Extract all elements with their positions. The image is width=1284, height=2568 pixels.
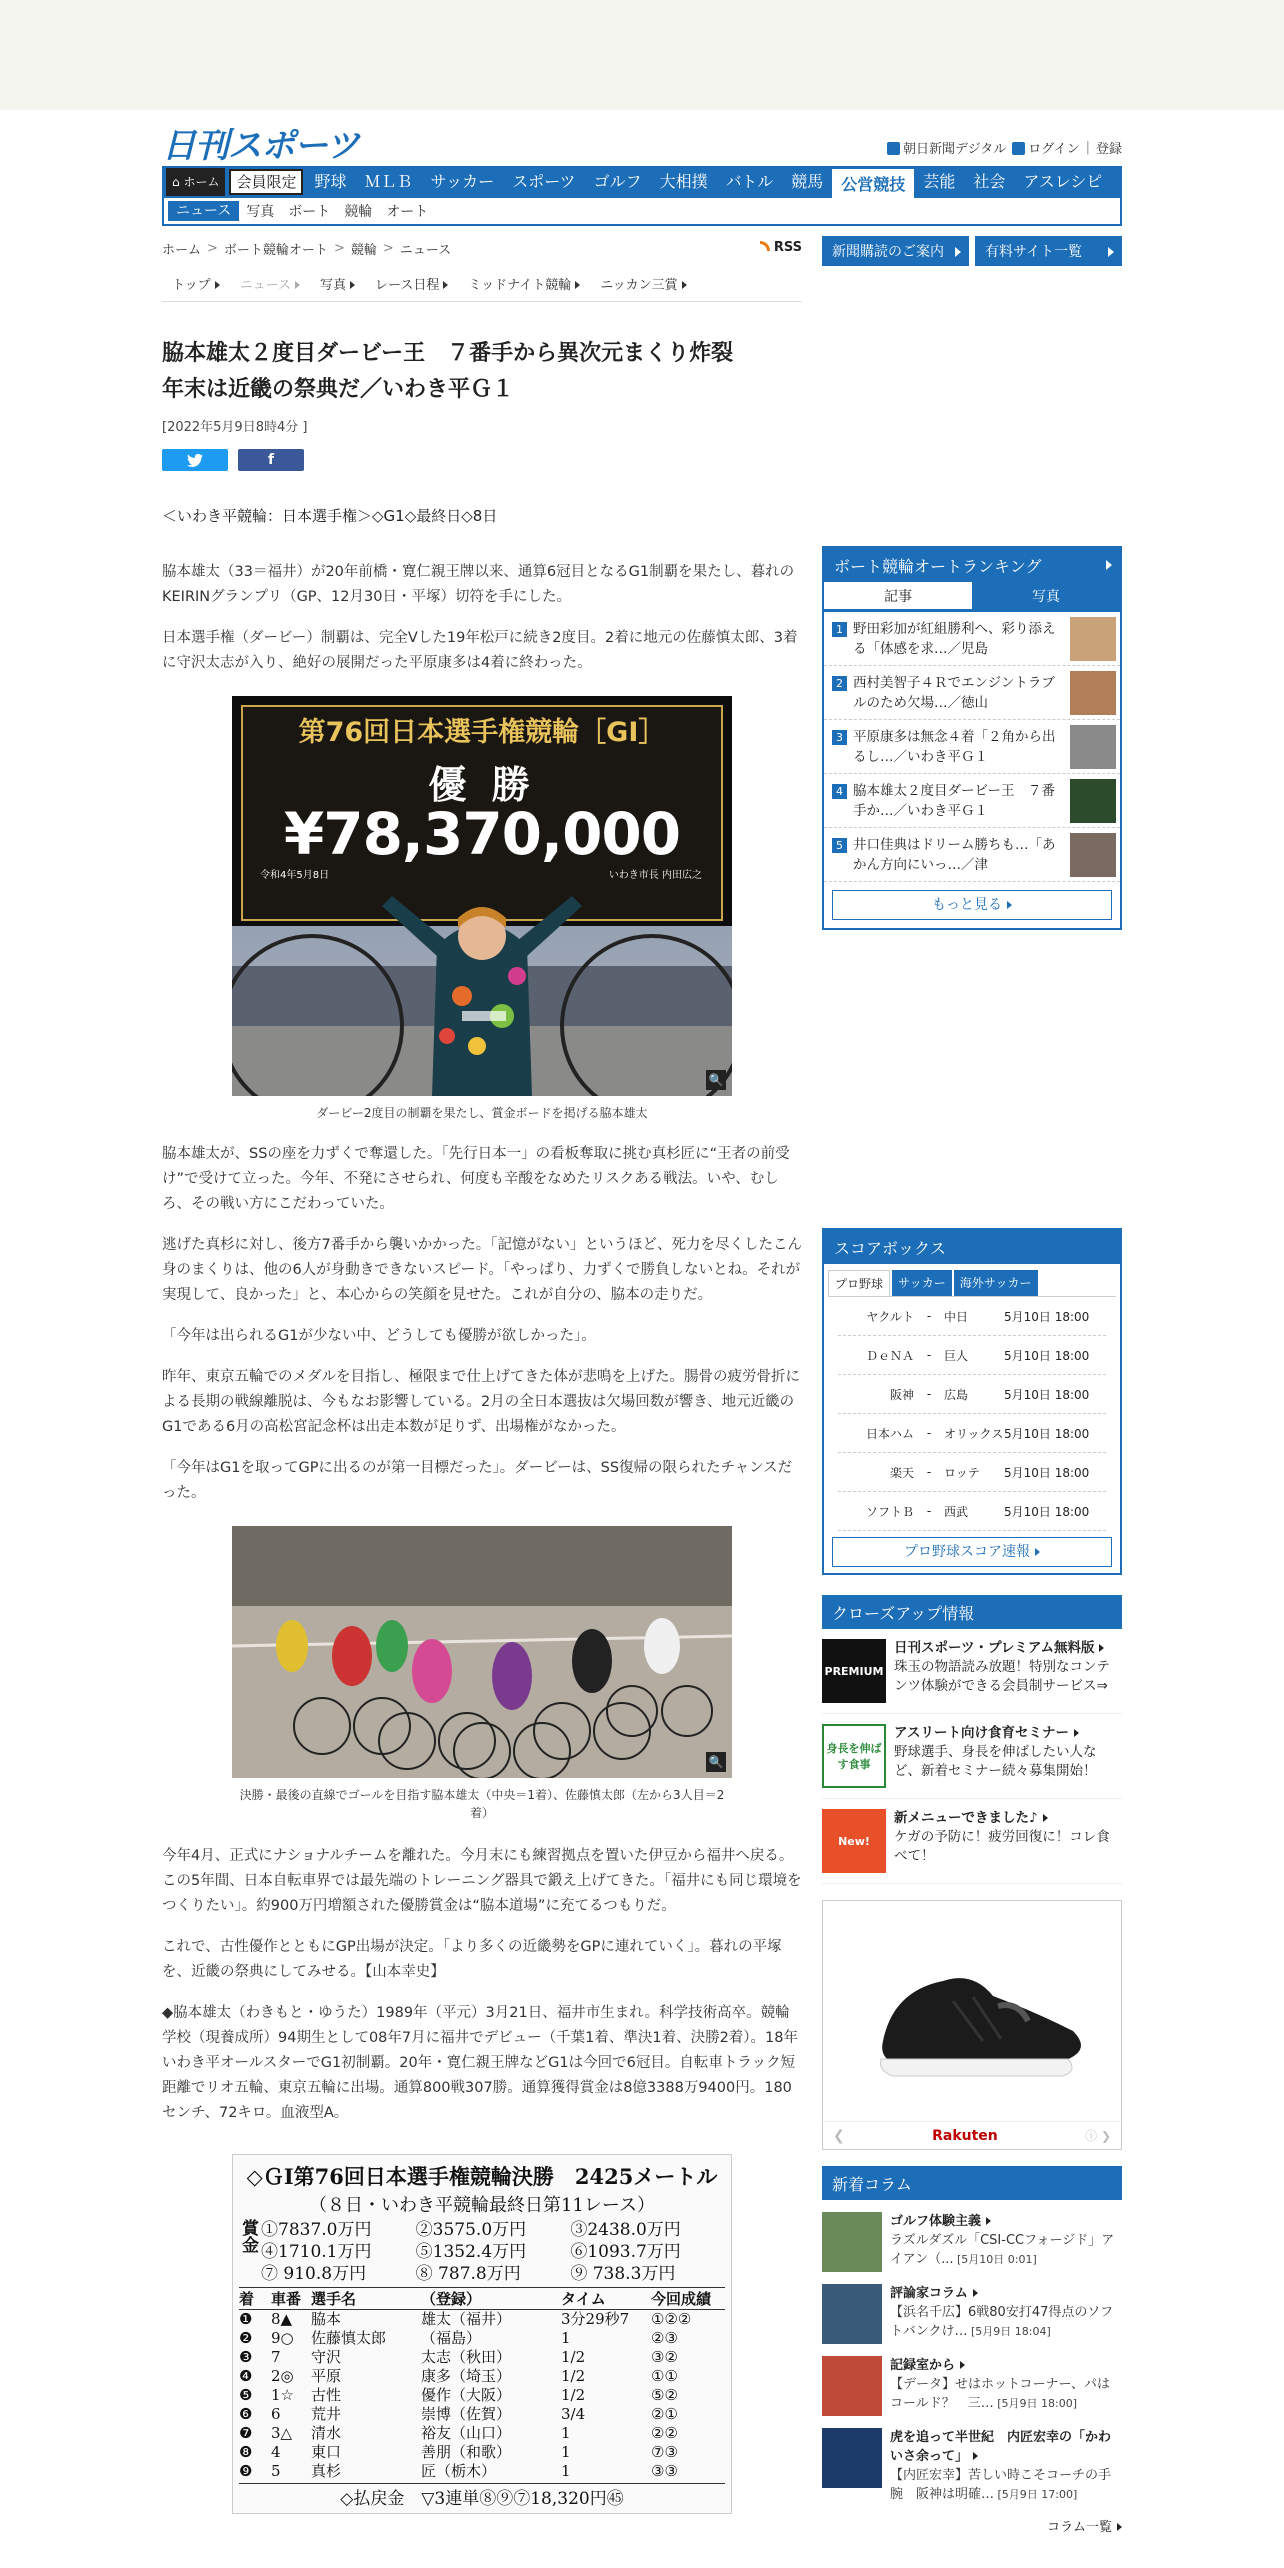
result-cell: 荒井 (311, 2405, 342, 2423)
nav-home[interactable]: ⌂ ホーム (166, 168, 225, 196)
result-cell: 古性 (311, 2386, 342, 2404)
column-thumbnail (822, 2284, 882, 2344)
ranking-more-button[interactable]: もっと見る (832, 890, 1112, 920)
asahi-link[interactable]: 朝日新聞デジタル (887, 138, 1006, 157)
result-cell: 康多（埼玉） (421, 2367, 512, 2385)
rank-number: 2 (832, 676, 847, 691)
nav-member[interactable]: 会員限定 (229, 169, 303, 195)
result-sub: （８日・いわき平競輪最終日第11レース） (308, 2195, 655, 2216)
home-team: ＤｅＮＡ (865, 1348, 914, 1363)
result-cell: 6 (271, 2405, 281, 2423)
result-row (239, 2310, 725, 2329)
result-cell: ⑤② (651, 2386, 678, 2404)
result-cell: 3/4 (561, 2405, 586, 2423)
result-cell: ❺ (239, 2386, 253, 2404)
board-title: 第76回日本選手権競輪［GI］ (298, 717, 666, 748)
paragraph-5: 「今年は出られるG1が少ない中、どうしても優勝が欲しかった」。 (162, 1328, 596, 1344)
column-text (890, 2212, 1122, 2269)
ranking-box (822, 546, 1122, 930)
payout: ◇払戻金 ▽3連単⑧⑨⑦18,320円㊺ (239, 2483, 725, 2509)
closeup-icon: 身長を伸ばす食事 (822, 1724, 886, 1788)
result-row (239, 2424, 725, 2443)
column-text (890, 2356, 1122, 2413)
ranking-item[interactable] (824, 612, 1120, 666)
home-team: 日本ハム (865, 1426, 914, 1441)
closeup-text (894, 1809, 1122, 1873)
home-team: ソフトＢ (865, 1504, 914, 1519)
score-dash: - (926, 1348, 932, 1362)
result-row (239, 2329, 725, 2348)
score-row[interactable] (838, 1375, 1106, 1414)
sub-nav (162, 198, 1122, 226)
result-cell: 優作（大阪） (421, 2386, 512, 2404)
score-row[interactable] (838, 1414, 1106, 1453)
home-team: 阪神 (889, 1387, 914, 1402)
closeup-desc: ケガの予防に！疲労回復に！コレ食べて！ (894, 1829, 1110, 1864)
away-team: オリックス (944, 1426, 1004, 1441)
paragraph-2: 日本選手権（ダービー）制覇は、完全Vした19年松戸に続き2度目。2着に地元の佐藤慎太郎、3着に守沢太志が入り、絶好の展開だった平原康多は4着に終わった。 (162, 630, 798, 671)
side-ad[interactable] (822, 1900, 1122, 2150)
column-thumbnail (822, 2356, 882, 2416)
figure-1-caption: ダービー2度目の制覇を果たし、賞金ボードを掲げる脇本雄太 (316, 1106, 648, 1120)
result-cell: 9○ (271, 2329, 294, 2347)
home-team: 楽天 (889, 1465, 914, 1480)
result-cell: 善朋（和歌） (421, 2443, 512, 2461)
result-cell: ⑦③ (651, 2443, 678, 2461)
score-row[interactable] (838, 1453, 1106, 1492)
rank-number: 1 (832, 622, 847, 637)
board-win: 優 勝 (428, 763, 536, 807)
closeup-heading: 新メニューできました♪ (894, 1809, 1122, 1828)
closeup-text (894, 1639, 1122, 1703)
result-cell: ❶ (239, 2310, 253, 2328)
column-thumbnail (822, 2212, 882, 2272)
result-cell: 1 (561, 2462, 571, 2480)
nav-battle[interactable]: バトル (725, 172, 774, 191)
arrow-icon (973, 2289, 978, 2297)
column-desc: 【内匠宏幸】苦しい時こそコーチの手腕 阪神は明確… (890, 2468, 1112, 2502)
ranking-item-text: 井口佳典はドリーム勝ちも…「あかん方向にいっ…／津 (853, 836, 1056, 873)
rank-number: 3 (832, 730, 847, 745)
ranking-item-text: 平原康多は無念４着「２角から出るし…／いわき平Ｇ１ (853, 728, 1056, 765)
subnav-photo[interactable]: 写真 (246, 204, 275, 220)
score-dash: - (926, 1309, 932, 1323)
column-heading: 評論家コラム (890, 2284, 1122, 2303)
result-cell: ❷ (239, 2329, 253, 2347)
ranking-tabs (824, 582, 1120, 612)
result-cell: 7 (271, 2348, 281, 2366)
tab-photo[interactable]: 写真 (320, 274, 355, 293)
breadcrumb: ホーム > ボート競輪オート > 競輪 > ニュース (162, 240, 452, 258)
result-cell: ②② (651, 2424, 678, 2442)
away-team: 広島 (944, 1387, 969, 1402)
result-cell: 1/2 (561, 2348, 586, 2366)
article-title: 脇本雄太２度目ダービー王 ７番手から異次元まくり炸裂 年末は近畿の祭典だ／いわき平Ｇ１ (162, 341, 734, 402)
result-cell: ❼ (239, 2424, 253, 2442)
nav-keiba[interactable]: 競馬 (791, 172, 824, 191)
prize: ⑨ 738.3万円 (570, 2264, 676, 2284)
arrow-icon (986, 2217, 991, 2225)
nav-geino[interactable]: 芸能 (923, 172, 956, 191)
board-money: ¥78,370,000 (283, 800, 681, 868)
column-heading: 虎を追って半世紀 内匠宏幸の「かわいさ余って」 (890, 2430, 1112, 2464)
score-dash: - (926, 1426, 932, 1440)
result-cell: ❻ (239, 2405, 253, 2423)
prize: ⑧ 787.8万円 (415, 2264, 521, 2284)
column-item[interactable] (822, 2350, 1122, 2422)
score-tab-npb[interactable]: プロ野球 (828, 1270, 890, 1296)
closeup-list (822, 1629, 1122, 1884)
paragraph-4: 逃げた真杉に対し、後方7番手から襲いかかった。「記憶がない」というほど、死力を尽くしたこん身のまくりは、他の6人が身動きできないスピード。「やっぱり、力ずくで勝負しないとね。それが実現して、良かった」と、本心からの笑顔を見せた。これが自分の、脇本の走りだ。 (162, 1237, 802, 1303)
subnav-news[interactable]: ニュース (168, 201, 239, 221)
board-date: 令和4年5月8日 (260, 870, 330, 881)
share-buttons (162, 449, 802, 471)
rank-number: 5 (832, 838, 847, 853)
game-time: 5月10日 18:00 (1004, 1465, 1090, 1480)
result-cell: ①②② (651, 2310, 692, 2328)
prize: ④1710.1万円 (261, 2242, 372, 2262)
closeup-item[interactable] (822, 1629, 1122, 1714)
closeup-icon: New! (822, 1809, 886, 1873)
arrow-icon (1074, 1729, 1079, 1737)
column-heading: 記録室から (890, 2356, 1122, 2375)
nav-soccer[interactable]: サッカー (430, 172, 495, 191)
column-desc: ラズルダズル「CSI-CCフォージド」アイアン（... (890, 2233, 1115, 2267)
result-cell: ❽ (239, 2443, 253, 2461)
prize: ②3575.0万円 (415, 2220, 527, 2240)
asahi-icon (887, 142, 900, 155)
crumb-keirin[interactable]: 競輪 (350, 242, 377, 258)
result-cell: 匠（栃木） (421, 2462, 497, 2480)
ad-prev-arrow[interactable]: ❮ (833, 2127, 845, 2144)
result-cell: 東口 (311, 2443, 342, 2461)
tab-midnight[interactable]: ミッドナイト競輪 (468, 274, 580, 293)
tab-sansho[interactable]: ニッカン三賞 (600, 274, 686, 293)
paragraph-6: 昨年、東京五輪でのメダルを目指し、極限まで仕上げてきた体が悲鳴を上げた。腸骨の疲労骨折による長期の戦線離脱は、今もなお影響している。2月の全日本選抜は欠場回数が響き、地元近畿の G1である6月の高松宮記念杯は出走本数が足りず、出場権がなかった。 (162, 1369, 800, 1435)
winner-photo[interactable] (232, 696, 732, 1096)
result-cell: ❸ (239, 2348, 253, 2366)
column-title: 新着コラム (822, 2166, 1122, 2200)
prize-label: 賞金 (238, 2219, 258, 2253)
ranking-item-text: 西村美智子４Ｒでエンジントラブルのため欠場…／徳山 (853, 674, 1055, 711)
result-cell: 佐藤慎太郎 (311, 2329, 387, 2347)
ranking-thumbnail (1070, 617, 1116, 661)
result-cell: ③② (651, 2348, 678, 2366)
result-cell: ①① (651, 2367, 678, 2385)
ranking-list (824, 612, 1120, 882)
arrow-icon (1043, 1814, 1048, 1822)
zoom-icon[interactable]: 🔍 (706, 1070, 726, 1090)
result-cell: 2◎ (271, 2367, 294, 2385)
result-cell: 1☆ (271, 2386, 294, 2404)
ranking-item[interactable] (824, 774, 1120, 828)
board-sign: いわき市長 内田広之 (608, 870, 702, 881)
ranking-item[interactable] (824, 720, 1120, 774)
column-date: [5月9日 18:04] (967, 2325, 1051, 2338)
ad-brand: Rakuten (932, 2127, 998, 2144)
article-lead: ＜いわき平競輪：日本選手権＞◇G1◇最終日◇8日 (162, 507, 498, 525)
nav-shakai[interactable]: 社会 (973, 172, 1006, 191)
subnav-auto[interactable]: オート (386, 204, 429, 220)
game-time: 5月10日 18:00 (1004, 1348, 1090, 1363)
ranking-title[interactable]: ボート競輪オートランキング (824, 548, 1120, 582)
prize: ⑤1352.4万円 (415, 2242, 527, 2262)
column-date: [5月10日 0:01] (953, 2253, 1037, 2266)
figure-2-caption: 決勝・最後の直線でゴールを目指す脇本雄太（中央＝1着）、佐藤慎太郎（左から3人目＝2着） (239, 1788, 725, 1820)
arrow-icon (960, 2361, 965, 2369)
game-time: 5月10日 18:00 (1004, 1309, 1090, 1324)
tab-news[interactable]: ニュース (240, 274, 300, 293)
article-date: [2022年5月9日8時4分 ] (162, 420, 308, 435)
paragraph-3: 脇本雄太が、SSの座を力ずくで奪還した。「先行日本一」の看板奪取に挑む真杉匠に“王者の前受け”で受けて立った。今年、不発にさせられ、何度も辛酸をなめたリスクある戦法。いや、むしろ、その戦い方にこだわっていた。 (162, 1146, 790, 1212)
prize: ⑥1093.7万円 (570, 2242, 681, 2262)
ranking-item-text: 野田彩加が紅組勝利へ、彩り添える「体感を求…／児島 (853, 620, 1056, 657)
nav-mlb[interactable]: ＭＬＢ (364, 172, 413, 191)
away-team: 巨人 (944, 1348, 969, 1363)
result-row (239, 2348, 725, 2367)
scorebox-title: スコアボックス (824, 1230, 1120, 1264)
result-cell: （福島） (421, 2329, 482, 2347)
score-tabs (824, 1264, 1120, 1296)
result-cell: ❾ (239, 2462, 253, 2480)
result-cell: 1/2 (561, 2367, 586, 2385)
column-date: [5月9日 17:00] (994, 2488, 1078, 2501)
paid-sites-button[interactable]: 有料サイト一覧 (975, 236, 1122, 266)
score-dash: - (926, 1387, 932, 1401)
result-table (232, 2154, 732, 2514)
column-text (890, 2284, 1122, 2341)
result-cell: 崇博（佐賀） (421, 2405, 512, 2423)
result-cell: ❹ (239, 2367, 253, 2385)
score-more-button[interactable]: プロ野球スコア速報 (832, 1537, 1112, 1567)
section-tabs (162, 266, 802, 302)
column-heading: ゴルフ体験主義 (890, 2212, 1122, 2231)
result-cell: 5 (271, 2462, 281, 2480)
tab-schedule[interactable]: レース日程 (375, 274, 448, 293)
result-cell: 脇本 (311, 2310, 342, 2328)
nav-sports[interactable]: スポーツ (512, 172, 576, 191)
result-cell: 真杉 (311, 2462, 342, 2480)
top-links: 朝日新聞デジタル ログイン | 登録 (887, 138, 1122, 157)
score-tab-soccer[interactable]: サッカー (892, 1270, 952, 1296)
paragraph-1: 脇本雄太（33＝福井）が20年前橋・寛仁親王牌以来、通算6冠目となるG1制覇を果たし、暮れのKEIRINグランプリ（GP、12月30日・平塚）切符を手にした。 (162, 564, 795, 605)
column-list (822, 2206, 1122, 2510)
column-desc: 【データ】せはホットコーナー、パはコールド？ 三… (890, 2377, 1110, 2411)
rss-link[interactable]: RSS (760, 240, 802, 255)
closeup-item[interactable] (822, 1799, 1122, 1884)
score-row[interactable] (838, 1492, 1106, 1531)
ranking-tab-photos[interactable]: 写真 (972, 582, 1120, 612)
game-time: 5月10日 18:00 (1004, 1387, 1090, 1402)
column-item[interactable] (822, 2206, 1122, 2278)
column-item[interactable] (822, 2278, 1122, 2350)
zoom-icon[interactable]: 🔍 (706, 1752, 726, 1772)
subnav-keirin[interactable]: 競輪 (344, 204, 373, 220)
prize: ⑦ 910.8万円 (261, 2264, 367, 2284)
score-tab-foreign-soccer[interactable]: 海外サッカー (954, 1270, 1038, 1296)
ranking-thumbnail (1070, 833, 1116, 877)
column-desc: 【浜名千広】6戦80安打47得点のソフトバンクけ… (890, 2305, 1114, 2339)
result-cell: 1 (561, 2329, 571, 2347)
figure-1 (232, 696, 732, 1122)
ranking-thumbnail (1070, 725, 1116, 769)
ad-next-arrow[interactable]: ⓘ ❯ (1085, 2129, 1111, 2143)
result-cell: 3分29秒7 (561, 2310, 630, 2328)
game-time: 5月10日 18:00 (1004, 1504, 1090, 1519)
score-row[interactable] (838, 1336, 1106, 1375)
paragraph-7: 「今年はG1を取ってGPに出るのが第一目標だった」。ダービーは、SS復帰の限られたチャンスだった。 (162, 1460, 793, 1501)
result-row (239, 2405, 725, 2424)
closeup-item[interactable] (822, 1714, 1122, 1799)
closeup-desc: 野球選手、身長を伸ばしたい人など、新着セミナー続々募集開始！ (894, 1744, 1097, 1779)
paragraph-9: これで、古性優作とともにGP出場が決定。「より多くの近畿勢をGPに連れていく」。暮れの平塚を、近畿の祭典にしてみせる。【山本幸史】 (162, 1939, 782, 1980)
prize-block (239, 2219, 725, 2285)
result-cell: 1 (561, 2443, 571, 2461)
ranking-thumbnail (1070, 671, 1116, 715)
result-cell: 3△ (271, 2424, 293, 2442)
result-header: 着 車番 選手名 （登録） タイム 今回成績 (239, 2287, 725, 2310)
closeup-title: クローズアップ情報 (822, 1595, 1122, 1629)
ranking-item[interactable] (824, 828, 1120, 882)
paragraph-10: ◆脇本雄太（わきもと・ゆうた）1989年（平元）3月21日、福井市生まれ。科学技術高卒。競輪学校（現養成所）94期生として08年7月に福井でデビュー（千葉1着、準決1着、決勝2着）。18年いわき平オールスターでG1初制覇。20年・寛仁親王牌などG1は今回で6冠目。自転車トラック短距離でリオ五輪、東京五輪に出場。通算800戦307勝。通算獲得賞金は8億3388万9400円。180センチ、72キロ。血液型A。 (162, 2005, 798, 2121)
away-team: 中日 (944, 1309, 969, 1324)
result-cell: ②③ (651, 2329, 678, 2347)
result-cell: ②① (651, 2405, 678, 2423)
prize: ①7837.0万円 (261, 2220, 372, 2240)
main-column (162, 236, 802, 2514)
result-cell: 8▲ (271, 2310, 293, 2328)
column-text (890, 2428, 1122, 2504)
result-row (239, 2386, 725, 2405)
nav-baseball[interactable]: 野球 (314, 172, 347, 191)
score-dash: - (926, 1504, 932, 1518)
away-team: ロッテ (944, 1465, 980, 1480)
shoe-image (823, 1901, 1121, 2121)
global-nav (162, 166, 1122, 198)
rss-icon (760, 241, 770, 251)
twitter-icon (187, 454, 203, 467)
rank-number: 4 (832, 784, 847, 799)
game-time: 5月10日 18:00 (1004, 1426, 1090, 1441)
sidebar (822, 236, 1122, 2535)
result-row (239, 2367, 725, 2386)
result-rows (239, 2310, 725, 2481)
login-link[interactable]: ログイン (1012, 138, 1079, 157)
site-logo[interactable]: 日刊スポーツ (162, 125, 359, 166)
result-cell: 裕友（山口） (421, 2424, 512, 2442)
prize: ③2438.0万円 (570, 2220, 681, 2240)
column-more-link[interactable]: コラム一覧 (822, 2516, 1122, 2535)
score-list (828, 1296, 1116, 1531)
subnav-boat[interactable]: ボート (288, 204, 331, 220)
home-team: ヤクルト (866, 1309, 914, 1324)
ranking-thumbnail (1070, 779, 1116, 823)
result-row (239, 2462, 725, 2481)
nav-golf[interactable]: ゴルフ (593, 172, 642, 191)
result-title: ◇ＧⅠ第76回日本選手権競輪決勝 2425メートル (246, 2164, 718, 2189)
race-photo[interactable] (232, 1526, 732, 1778)
column-date: [5月9日 18:00] (993, 2397, 1078, 2410)
column-item[interactable] (822, 2422, 1122, 2510)
closeup-heading: アスリート向け食育セミナー (894, 1724, 1122, 1743)
top-ad-banner (0, 0, 1284, 110)
arrow-icon (1099, 1644, 1104, 1652)
ranking-item-text: 脇本雄太２度目ダービー王 ７番手か…／いわき平Ｇ１ (853, 782, 1055, 819)
result-cell: 守沢 (311, 2348, 342, 2366)
nav-athrecipe[interactable]: アスレシピ (1023, 172, 1103, 191)
result-cell: 太志（秋田） (421, 2348, 512, 2366)
register-link[interactable]: 登録 (1095, 142, 1122, 157)
result-cell: 1/2 (561, 2386, 586, 2404)
ranking-item[interactable] (824, 666, 1120, 720)
facebook-icon: f (267, 452, 275, 468)
arrow-icon (973, 2452, 978, 2460)
crumb-boat[interactable]: ボート競輪オート (223, 242, 328, 258)
crumb-news: ニュース (399, 242, 452, 258)
score-row[interactable] (838, 1297, 1106, 1336)
facebook-share-button[interactable] (238, 449, 304, 471)
result-cell: 雄太（福井） (421, 2310, 512, 2328)
result-cell: 清水 (311, 2424, 342, 2442)
column-thumbnail (822, 2428, 882, 2488)
ranking-tab-articles[interactable]: 記事 (824, 582, 972, 612)
figure-2 (232, 1526, 732, 1822)
result-cell: 平原 (311, 2367, 342, 2385)
crumb-home[interactable]: ホーム (162, 242, 202, 258)
result-row (239, 2443, 725, 2462)
closeup-heading: 日刊スポーツ・プレミアム無料版 (894, 1639, 1122, 1658)
closeup-text (894, 1724, 1122, 1788)
result-cell: ③③ (651, 2462, 678, 2480)
result-cell: 1 (561, 2424, 571, 2442)
tab-top[interactable]: トップ (172, 274, 220, 293)
nav-sumo[interactable]: 大相撲 (659, 172, 708, 191)
closeup-desc: 珠玉の物語読み放題！特別なコンテンツ体験ができる会員制サービス⇒ (894, 1659, 1110, 1694)
result-cell: 4 (271, 2443, 281, 2461)
subscribe-button[interactable]: 新聞購読のご案内 (822, 236, 969, 266)
nav-koei[interactable]: 公営競技 (832, 166, 914, 198)
closeup-icon: PREMIUM (822, 1639, 886, 1703)
paragraph-8: 今年4月、正式にナショナルチームを離れた。今月末にも練習拠点を置いた伊豆から福井へ戻る。この5年間、日本自転車界では最先端のトレーニング器具で鍛え上げてきた。「福井にも同じ環境をつくりたい」。約900万円増額された優勝賞金は“脇本道場”に充てるつもりだ。 (162, 1848, 802, 1914)
away-team: 西武 (944, 1504, 969, 1519)
twitter-share-button[interactable] (162, 449, 228, 471)
login-icon (1012, 142, 1025, 155)
scorebox (822, 1228, 1122, 1575)
score-dash: - (926, 1465, 932, 1479)
